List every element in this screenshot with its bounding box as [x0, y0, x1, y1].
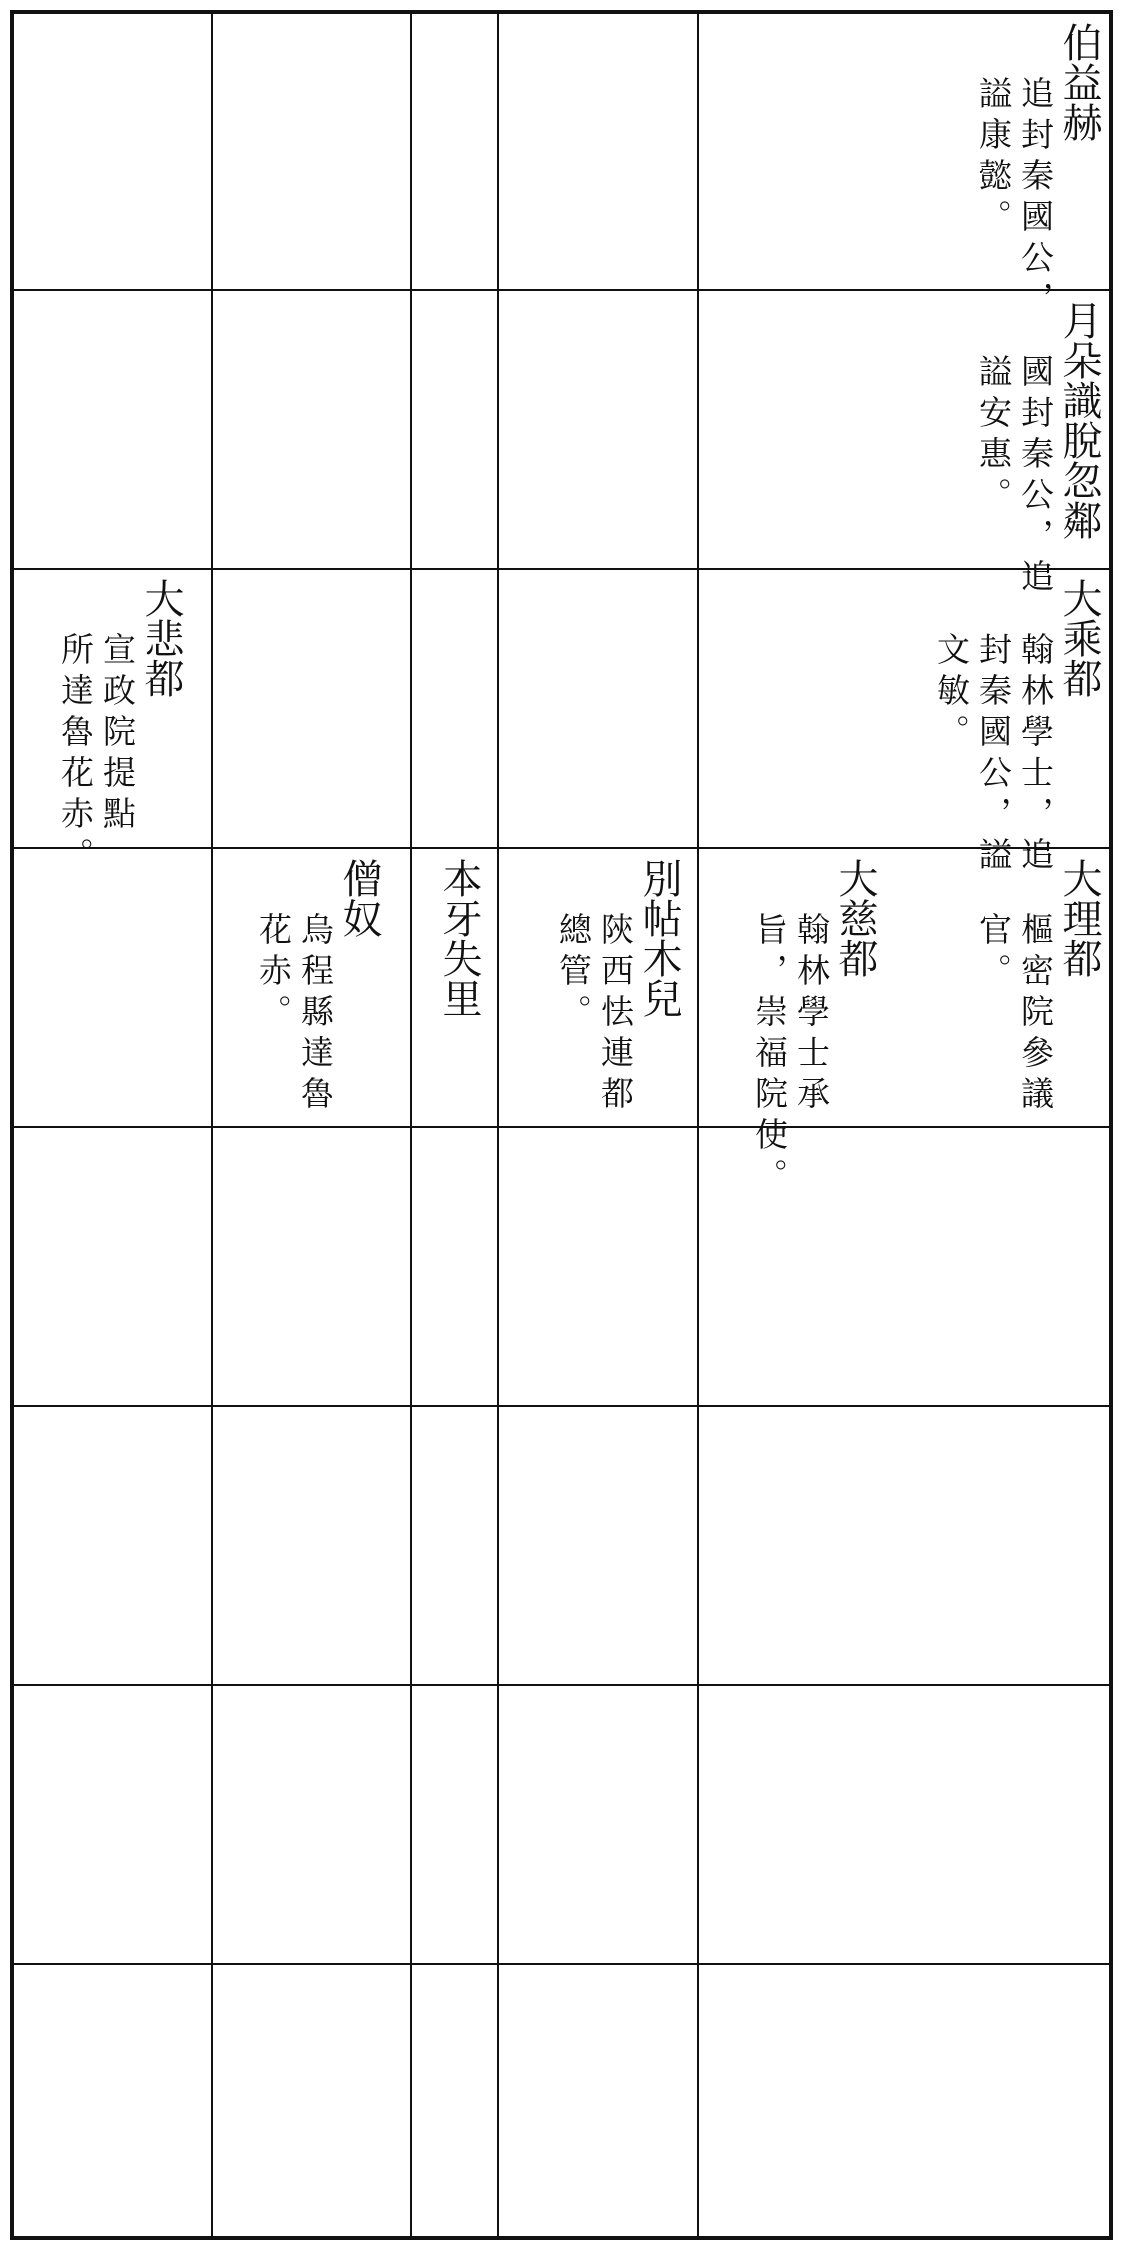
row-divider	[10, 1405, 1113, 1407]
person-name: 僧奴	[336, 858, 382, 938]
column-divider	[410, 10, 412, 2240]
person-name: 伯益赫	[1056, 22, 1102, 142]
person-name: 大乘都	[1056, 578, 1102, 698]
person-note-line: 花赤。	[254, 912, 293, 1035]
person-note-line: 旨，崇福院使。	[750, 912, 789, 1199]
entry-bie-tie-mu-er	[552, 858, 682, 1117]
entry-ben-ya-shi-li	[436, 858, 482, 1018]
person-note-line: 宣政院提點	[98, 632, 137, 837]
entry-da-cheng-du	[930, 578, 1102, 878]
row-divider	[10, 1963, 1113, 1965]
person-note-line: 陝西怯連都	[596, 912, 635, 1117]
column-divider	[697, 10, 699, 2240]
person-note-line: 追封秦國公，	[1016, 76, 1055, 322]
person-name: 別帖木兒	[636, 858, 682, 1018]
person-name: 月朵識脫忽鄰	[1056, 300, 1102, 540]
entry-da-li-du	[972, 858, 1102, 1117]
person-note-line: 總管。	[554, 912, 593, 1035]
genealogy-table	[10, 10, 1113, 2240]
row-divider	[10, 568, 1113, 570]
person-note-line: 翰林學士承	[792, 912, 831, 1117]
person-note-line: 謚安惠。	[974, 354, 1013, 518]
person-note-line: 國封秦公，追	[1016, 354, 1055, 600]
entry-yue-duo-shi-tuo-hu-lin	[972, 300, 1102, 600]
person-note-line: 所達魯花赤。	[56, 632, 95, 878]
row-divider	[10, 1126, 1113, 1128]
person-note-line: 文敏。	[932, 632, 971, 755]
column-divider	[211, 10, 213, 2240]
person-name: 本牙失里	[436, 858, 482, 1018]
entry-seng-nu	[252, 858, 382, 1117]
person-note-line: 謚康懿。	[974, 76, 1013, 240]
person-note-line: 烏程縣達魯	[296, 912, 335, 1117]
person-note-line: 官。	[974, 912, 1013, 994]
person-name: 大悲都	[138, 578, 184, 698]
person-name: 大慈都	[832, 858, 878, 978]
entry-da-ci-du	[748, 858, 878, 1199]
row-divider	[10, 1684, 1113, 1686]
person-note-line: 樞密院參議	[1016, 912, 1055, 1117]
entry-bo-yi-he	[972, 22, 1102, 322]
entry-da-bei-du	[54, 578, 184, 878]
person-note-line: 封秦國公，謚	[974, 632, 1013, 878]
column-divider	[497, 10, 499, 2240]
person-note-line: 翰林學士，追	[1016, 632, 1055, 878]
person-name: 大理都	[1056, 858, 1102, 978]
row-divider	[10, 289, 1113, 291]
